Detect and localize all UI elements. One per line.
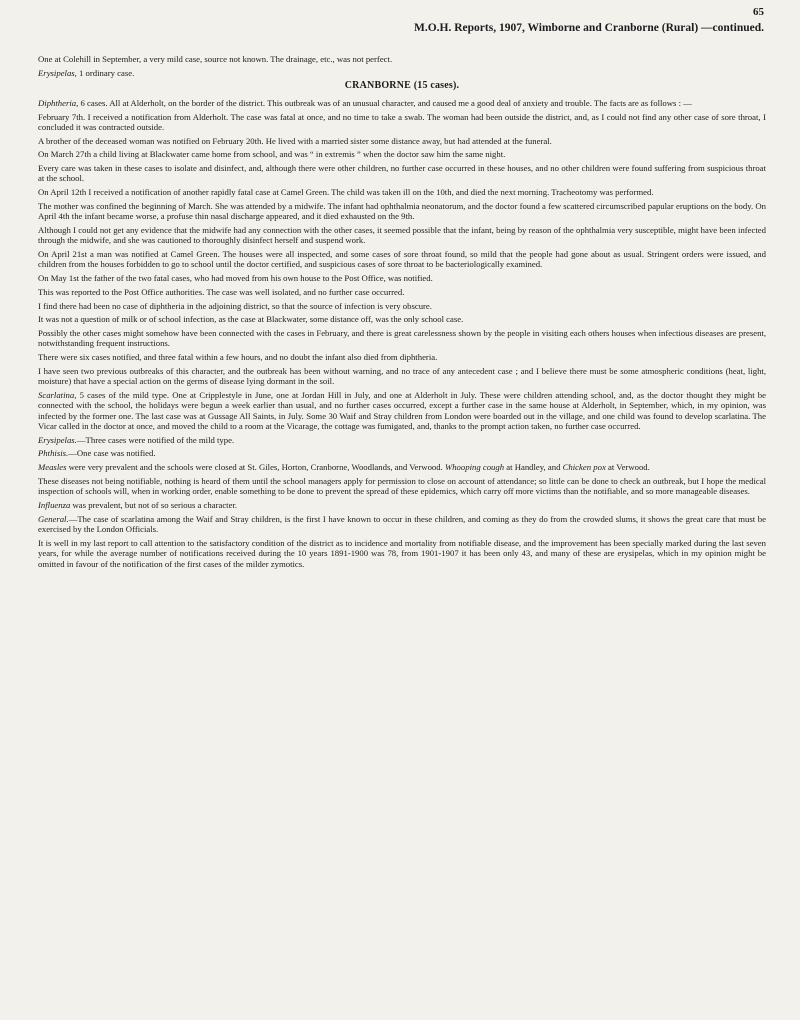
paragraph-previous-outbreaks: I have seen two previous outbreaks of this character, and the outbreak has been without warning, and no trace of any antecedent case ; and I believe there must be some atmospheric conditions (heat, light, moisture) that have a special action on the germs of disease lying dormant in the soil.	[38, 365, 766, 387]
chicken-pox-label: Chicken pox	[562, 462, 606, 473]
phthisis-label: Phthisis.	[38, 448, 69, 459]
paragraph-colehill: One at Colehill in September, a very mild case, source not known. The drainage, etc., was not perfect.	[38, 54, 393, 64]
running-title: M.O.H. Reports, 1907, Wimborne and Cranborne (Rural) —continued.	[413, 22, 764, 34]
paragraph-erysipelas-intro: Erysipelas, 1 ordinary case.	[38, 67, 135, 78]
general-label: General.	[38, 513, 69, 524]
paragraph-general: General.—The case of scarlatina among the Waif and Stray children, is the first I have known to occur in these children, and coming as they do from the crowded slums, it shows the great care that must be exercised by the London Officials.	[38, 513, 766, 535]
paragraph-march-27: On March 27th a child living at Blackwater came home from school, and was “ in extremis ” when the doctor saw him the same night.	[38, 149, 506, 160]
paragraph-mother: The mother was confined the beginning of March. She was attended by a midwife. The infant had ophthalmia neonatorum, and the doctor found a few scattered circumscribed papular eruptions on the body. On April 4th the infant became worse, a profuse thin nasal discharge appeared, and it died exhausted on the 9th.	[38, 200, 766, 222]
paragraph-measles: Measles were very prevalent and the schools were closed at St. Giles, Horton, Cranborne, Woodlands, and Verwood. Whooping cough at Handley, and Chicken pox at Verwood.	[38, 462, 650, 473]
paragraph-erysipelas: Erysipelas.—Three cases were notified of the mild type.	[38, 434, 235, 445]
paragraph-april-12: On April 12th I received a notification of another rapidly fatal case at Camel Green. The child was taken ill on the 10th, and died the next morning. Tracheotomy was performed.	[38, 187, 654, 198]
paragraph-every-care: Every care was taken in these cases to isolate and disinfect, and, although there were other children, no further case occurred in these houses, and no other children were found suffering from suspicious throat at the school.	[38, 163, 766, 184]
paragraph-six-cases: There were six cases notified, and three fatal within a few hours, and no doubt the infant also died from diphtheria.	[38, 352, 438, 363]
paragraph-not-notifiable: These diseases not being notifiable, nothing is heard of them until the school managers apply for permission to close on account of attendance; so little can be done to check an outbreak, but I hope the medical inspection of schools will, when in working order, enable something to be done to prevent the spread of these epidemics, which carry off more victims than the notifiable, and so more manageable diseases.	[38, 475, 766, 497]
paragraph-last-report: It is well in my last report to call attention to the satisfactory condition of the district as to incidence and mortality from notifiable disease, and the improvement has been specially marked during the last seven years, for while the average number of notifications received during the 10 years 1891-1900 was 78, from 1901-1907 it has been only 43, and many of these are erysipelas, which in my opinion might be omitted in favour of the notification of the first cases of the milder zymotics.	[38, 537, 766, 569]
measles-label: Measles	[38, 462, 67, 473]
paragraph-influenza: Influenza was prevalent, but not of so serious a character.	[38, 500, 238, 511]
paragraph-milk: It was not a question of milk or of school infection, as the case at Blackwater, some distance off, was the only school case.	[38, 314, 464, 325]
paragraph-possibly: Possibly the other cases might somehow have been connected with the cases in February, and there is great carelessness shown by the people in visiting each others houses when infectious diseases are present, notwithstanding frequent instructions.	[38, 328, 766, 349]
paragraph-brother: A brother of the deceased woman was notified on February 20th. He lived with a married sister some distance away, but had attended at the funeral.	[38, 135, 552, 146]
influenza-label: Influenza	[38, 500, 71, 511]
diphtheria-label: Diphtheria,	[38, 97, 79, 108]
scarlatina-label: Scarlatina,	[38, 389, 77, 400]
paragraph-diphtheria: Diphtheria, 6 cases. All at Alderholt, on the border of the district. This outbreak was of an unusual character, and caused me a good deal of anxiety and trouble. The facts are as follows : —	[38, 97, 692, 108]
paragraph-phthisis: Phthisis.—One case was notified.	[38, 448, 156, 459]
paragraph-april-21: On April 21st a man was notified at Camel Green. The houses were all inspected, and some cases of sore throat found, so mild that the people had gone about as usual. Stringent orders were issued, and children from the houses forbidden to go to school until the doctor certified, and suspicious cases of sore throat to be bacteriologically examined.	[38, 249, 766, 270]
paragraph-may-1: On May 1st the father of the two fatal cases, who had moved from his own house to the Post Office, was notified.	[38, 273, 433, 284]
paragraph-no-case: I find there had been no case of diphtheria in the adjoining district, so that the source of infection is very obscure.	[38, 300, 432, 311]
section-heading-cranborne: CRANBORNE (15 cases).	[344, 80, 460, 92]
whooping-cough-label: Whooping cough	[444, 462, 505, 473]
paragraph-february-7: February 7th. I received a notification from Alderholt. The case was fatal at once, and no time to take a swab. The woman had been outside the district, and, as I could not find any other case of sore throat, I concluded it was contracted outside.	[38, 111, 766, 132]
erysipelas-label: Erysipelas,	[38, 67, 77, 78]
paragraph-scarlatina: Scarlatina, 5 cases of the mild type. One at Cripplestyle in June, one at Jordan Hill in July, and one at Alderholt in July. These were children attending school, and, as the doctor thought they might be connected with the school, the holidays were begun a week earlier than usual, and no further cases occurred, except a further case in the same house at Alderholt, in September, which, in my opinion, was infected by the former one. The last case was at Gussage All Saints, in July. Some 30 Waif and Stray children from London were boarded out in the village, and one child was found to develop scarlatina. The Vicar called in the doctor at once, and moved the child to a room at the Vicarage, the cottage was fumigated, and, thanks to the prompt action taken, no further case occurred.	[38, 389, 766, 431]
erysipelas-label-2: Erysipelas.	[38, 434, 77, 445]
body-text	[38, 54, 766, 572]
paragraph-reported: This was reported to the Post Office authorities. The case was well isolated, and no further case occurred.	[38, 286, 405, 297]
page-number: 65	[753, 6, 764, 18]
paragraph-although: Although I could not get any evidence that the midwife had any connection with the other cases, it seemed possible that the infant, being by reason of the ophthalmia very susceptible, might have been infected through the midwife, and she was cautioned to thoroughly disinfect herself and suspend work.	[38, 224, 766, 246]
